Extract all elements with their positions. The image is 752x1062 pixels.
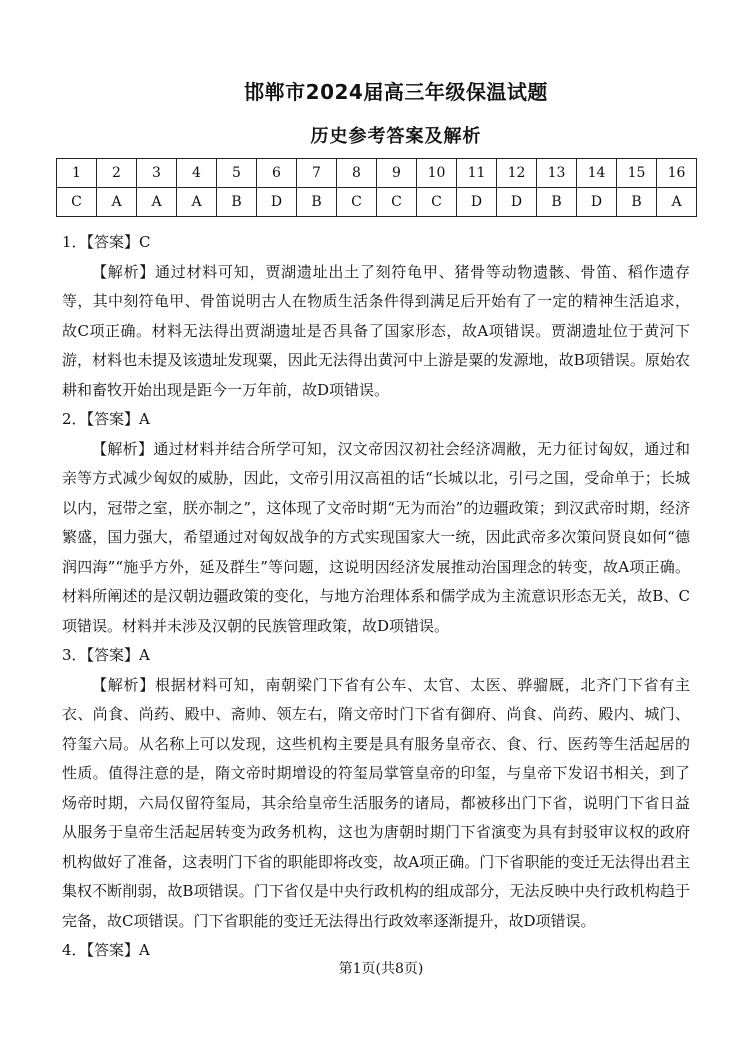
answer-cell: C [417, 188, 457, 217]
page-footer: 第1页(共8页) [338, 961, 424, 977]
question-number-cell: 14 [577, 159, 617, 188]
answer-cell: C [377, 188, 417, 217]
answer-table-answer-row [57, 188, 697, 217]
question-number-cell: 16 [657, 159, 697, 188]
answer-cell: A [137, 188, 177, 217]
question-number-cell: 6 [257, 159, 297, 188]
question-number-cell: 8 [337, 159, 377, 188]
answer-explanations [62, 228, 690, 966]
answer-cell: C [57, 188, 97, 217]
question-number-cell: 7 [297, 159, 337, 188]
question-number-cell: 5 [217, 159, 257, 188]
page-title: 邯郸市2024届高三年级保温试题 [244, 80, 548, 104]
answer-cell: C [337, 188, 377, 217]
answer-heading-3: 3．【答案】A [62, 646, 150, 664]
answer-cell: B [537, 188, 577, 217]
answer-cell: D [577, 188, 617, 217]
question-number-cell: 13 [537, 159, 577, 188]
question-number-cell: 1 [57, 159, 97, 188]
explanation-1: 【解析】通过材料可知，贾湖遗址出土了刻符龟甲、猪骨等动物遗骸、骨笛、稻作遗存等，其中刻符龟甲、骨笛说明古人在物质生活条件得到满足后开始有了一定的精神生活追求，故C项正确。材料无法得出贾湖遗址是否具备了国家形态，故A项错误。贾湖遗址位于黄河下游，材料也未提及该遗址发现粟，因此无法得出黄河中上游是粟的发源地，故B项错误。原始农耕和畜牧开始出现是距今一万年前，故D项错误。 [62, 262, 690, 399]
answer-heading-1: 1．【答案】C [62, 233, 151, 251]
answer-cell: B [297, 188, 337, 217]
answer-cell: B [617, 188, 657, 217]
explanation-2: 【解析】通过材料并结合所学可知，汉文帝因汉初社会经济凋敝，无力征讨匈奴，通过和亲等方式减少匈奴的威胁，因此，文帝引用汉高祖的话“长城以北，引弓之国，受命单于；长城以内，冠带之室，朕亦制之”，这体现了文帝时期“无为而治”的边疆政策；到汉武帝时期，经济繁盛，国力强大，希望通过对匈奴战争的方式实现国家大一统，因此武帝多次策问贤良如何“德润四海”“施乎方外，延及群生”等问题，这说明因经济发展推动治国理念的转变，故A项正确。材料所阐述的是汉朝边疆政策的变化，与地方治理体系和儒学成为主流意识形态无关，故B、C项错误。材料并未涉及汉朝的民族管理政策，故D项错误。 [62, 439, 690, 635]
question-number-cell: 11 [457, 159, 497, 188]
answer-cell: A [657, 188, 697, 217]
answer-table [56, 158, 697, 217]
question-number-cell: 12 [497, 159, 537, 188]
explanation-3: 【解析】根据材料可知，南朝梁门下省有公车、太官、太医、骅骝厩，北齐门下省有主衣、尚食、尚药、殿中、斋帅、领左右，隋文帝时门下省有御府、尚食、尚药、殿内、城门、符玺六局。从名称上可以发现，这些机构主要是具有服务皇帝衣、食、行、医药等生活起居的性质。值得注意的是，隋文帝时期增设的符玺局掌管皇帝的印玺，与皇帝下发诏书相关，到了炀帝时期，六局仅留符玺局，其余给皇帝生活服务的诸局，都被移出门下省，说明门下省日益从服务于皇帝生活起居转变为政务机构，这也为唐朝时期门下省演变为具有封驳审议权的政府机构做好了准备，这表明门下省的职能即将改变，故A项正确。门下省职能的变迁无法得出君主集权不断削弱，故B项错误。门下省仅是中央行政机构的组成部分，无法反映中央行政机构趋于完备，故C项错误。门下省职能的变迁无法得出行政效率逐渐提升，故D项错误。 [62, 675, 690, 930]
question-number-cell: 3 [137, 159, 177, 188]
question-number-cell: 2 [97, 159, 137, 188]
answer-cell: D [257, 188, 297, 217]
answer-table-number-row [57, 159, 697, 188]
question-number-cell: 10 [417, 159, 457, 188]
answer-cell: A [97, 188, 137, 217]
page-subtitle: 历史参考答案及解析 [310, 126, 482, 147]
answer-cell: B [217, 188, 257, 217]
question-number-cell: 15 [617, 159, 657, 188]
question-number-cell: 9 [377, 159, 417, 188]
answer-cell: A [177, 188, 217, 217]
answer-heading-2: 2．【答案】A [62, 410, 150, 428]
answer-cell: D [457, 188, 497, 217]
answer-heading-4: 4．【答案】A [62, 941, 150, 959]
answer-cell: D [497, 188, 537, 217]
question-number-cell: 4 [177, 159, 217, 188]
